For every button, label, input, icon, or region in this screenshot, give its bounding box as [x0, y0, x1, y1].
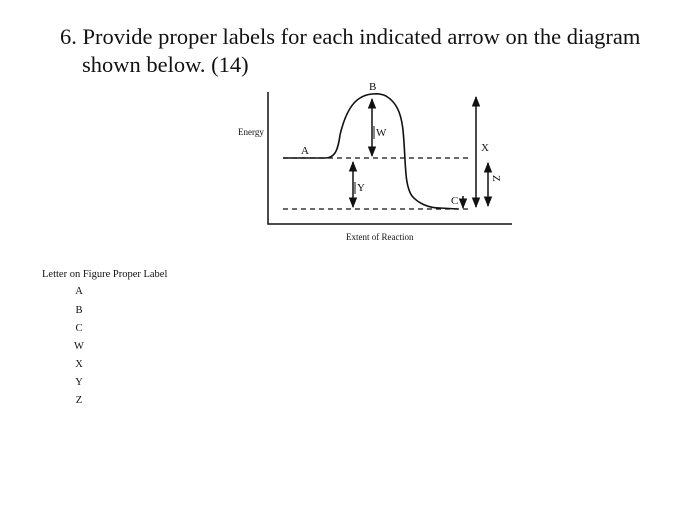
table-row-a: A [75, 286, 83, 297]
label-y: Y [357, 182, 365, 194]
label-energy: Energy [238, 127, 264, 137]
table-row-c: C [75, 323, 83, 334]
question-line-2: shown below. (14) [82, 52, 249, 77]
table-row-w: W [74, 341, 84, 352]
table-row-b: B [75, 305, 83, 316]
table-header: Letter on Figure Proper Label [42, 269, 168, 280]
label-b: B [369, 81, 377, 93]
label-w: W [376, 127, 387, 139]
table-row-y: Y [75, 377, 83, 388]
table-row-z: Z [75, 395, 83, 406]
label-a: A [301, 145, 309, 157]
label-c: C [451, 195, 459, 207]
question-line-1: 6. Provide proper labels for each indicated arrow on the diagram [60, 24, 641, 49]
label-extent-of-reaction: Extent of Reaction [346, 232, 414, 242]
table-row-x: X [75, 359, 83, 370]
label-x: X [481, 142, 489, 154]
label-z: Z [490, 175, 502, 182]
energy-curve [283, 94, 458, 209]
